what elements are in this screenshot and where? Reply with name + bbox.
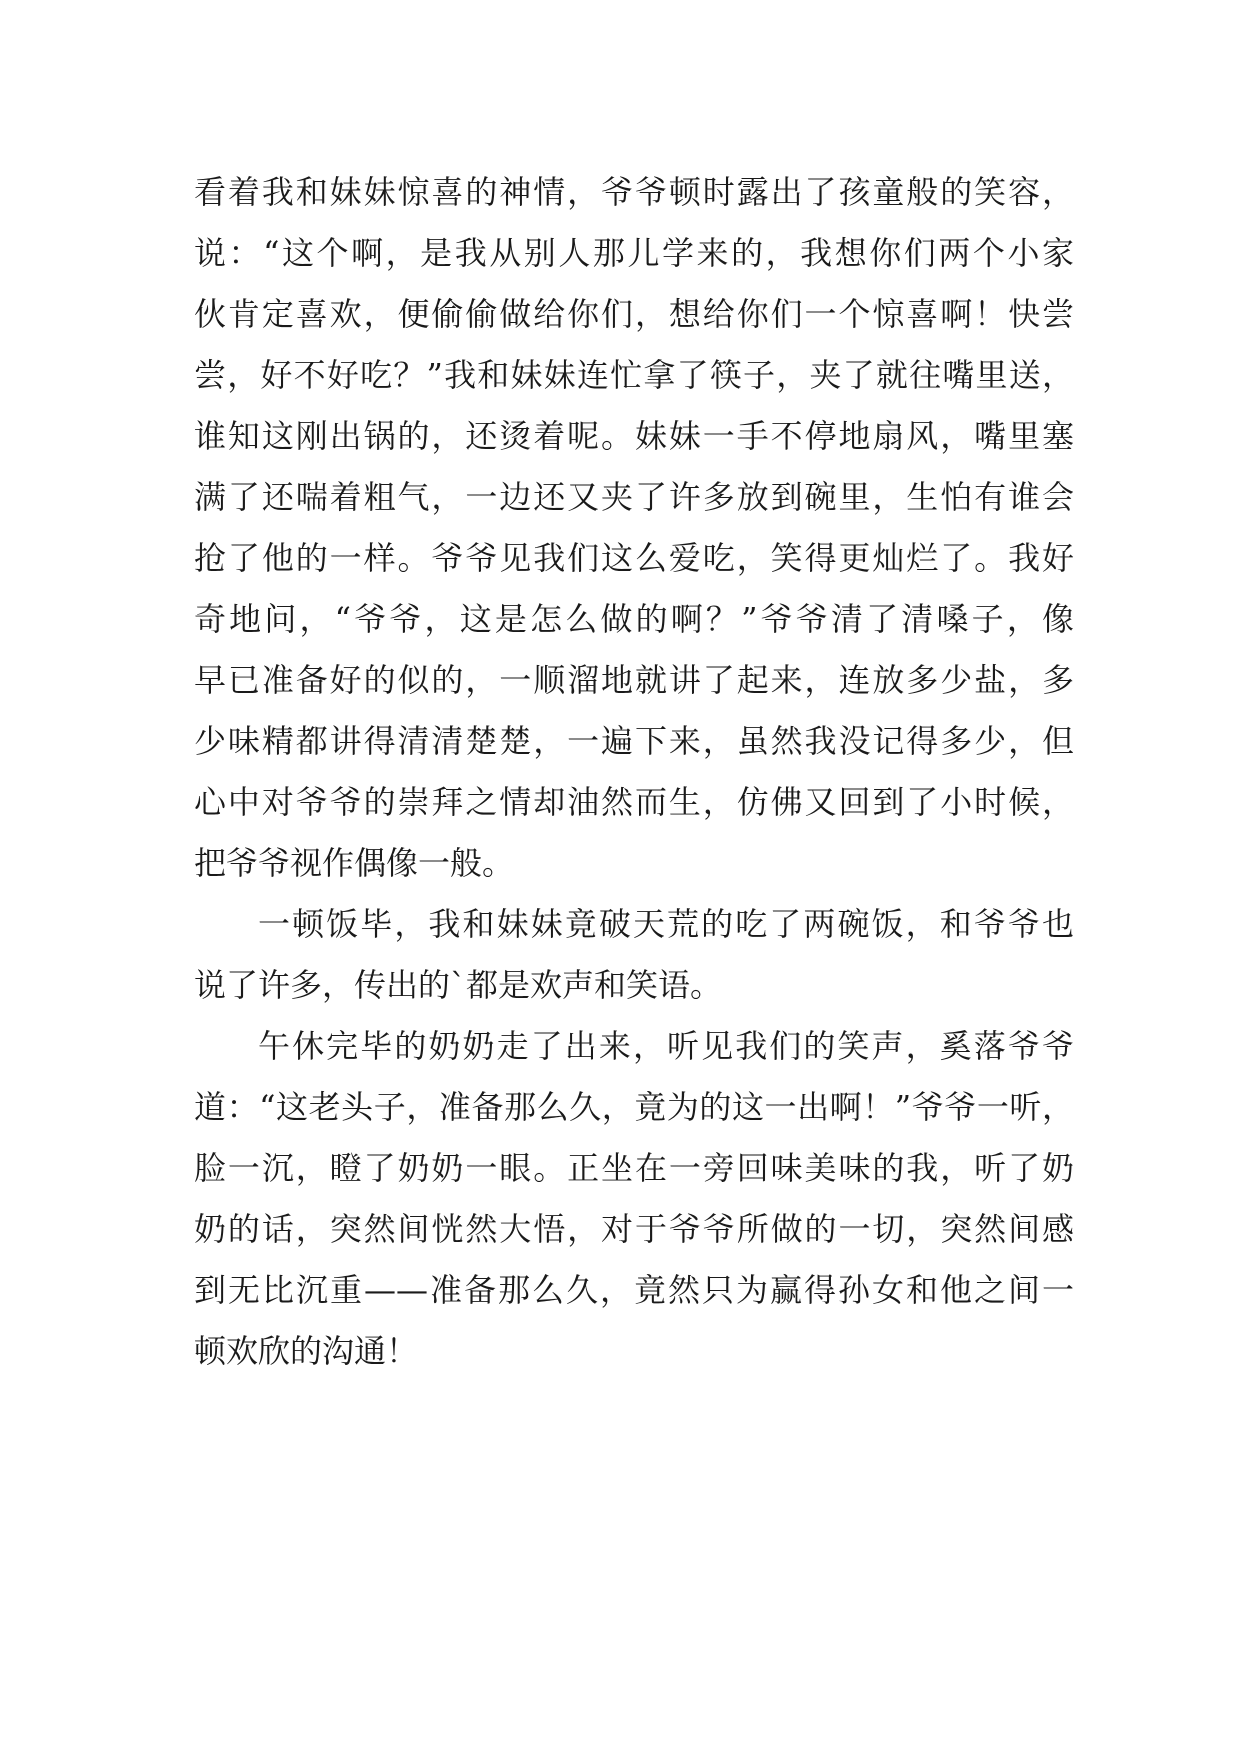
paragraph-1-line-7: 抢了他的一样。爷爷见我们这么爱吃，笑得更灿烂了。我好 bbox=[194, 539, 1074, 577]
paragraph-1-line-9: 早已准备好的似的，一顺溜地就讲了起来，连放多少盐，多 bbox=[194, 661, 1074, 699]
paragraph-3-line-3: 脸一沉，瞪了奶奶一眼。正坐在一旁回味美味的我，听了奶 bbox=[194, 1149, 1074, 1187]
paragraph-3-line-1: 午休完毕的奶奶走了出来，听见我们的笑声，奚落爷爷 bbox=[258, 1027, 1074, 1065]
paragraph-3-line-4: 奶的话，突然间恍然大悟，对于爷爷所做的一切，突然间感 bbox=[194, 1210, 1074, 1248]
body-text bbox=[194, 162, 1074, 1382]
paragraph-3-line-2: 道：“这老头子，准备那么久，竟为的这一出啊！”爷爷一听， bbox=[194, 1088, 1074, 1126]
paragraph-1-line-4: 尝，好不好吃？”我和妹妹连忙拿了筷子，夹了就往嘴里送， bbox=[194, 356, 1074, 394]
paragraph-1-line-12: 把爷爷视作偶像一般。 bbox=[194, 844, 515, 882]
paragraph-3-line-6: 顿欢欣的沟通！ bbox=[194, 1332, 419, 1370]
paragraph-2-line-1: 一顿饭毕，我和妹妹竟破天荒的吃了两碗饭，和爷爷也 bbox=[258, 905, 1074, 943]
paragraph-1-line-3: 伙肯定喜欢，便偷偷做给你们，想给你们一个惊喜啊！快尝 bbox=[194, 295, 1074, 333]
paragraph-1-line-6: 满了还喘着粗气，一边还又夹了许多放到碗里，生怕有谁会 bbox=[194, 478, 1074, 516]
paragraph-1-line-10: 少味精都讲得清清楚楚，一遍下来，虽然我没记得多少，但 bbox=[194, 722, 1074, 760]
paragraph-3-line-5: 到无比沉重——准备那么久，竟然只为赢得孙女和他之间一 bbox=[194, 1271, 1074, 1309]
paragraph-1-line-5: 谁知这刚出锅的，还烫着呢。妹妹一手不停地扇风，嘴里塞 bbox=[194, 417, 1074, 455]
paragraph-1-line-11: 心中对爷爷的崇拜之情却油然而生，仿佛又回到了小时候， bbox=[194, 783, 1074, 821]
paragraph-1-line-8: 奇地问，“爷爷，这是怎么做的啊？”爷爷清了清嗓子，像 bbox=[194, 600, 1074, 638]
paragraph-1-line-2: 说：“这个啊，是我从别人那儿学来的，我想你们两个小家 bbox=[194, 234, 1074, 272]
paragraph-1-line-1: 看着我和妹妹惊喜的神情，爷爷顿时露出了孩童般的笑容， bbox=[194, 173, 1074, 211]
paragraph-2-line-2: 说了许多，传出的`都是欢声和笑语。 bbox=[194, 966, 723, 1004]
